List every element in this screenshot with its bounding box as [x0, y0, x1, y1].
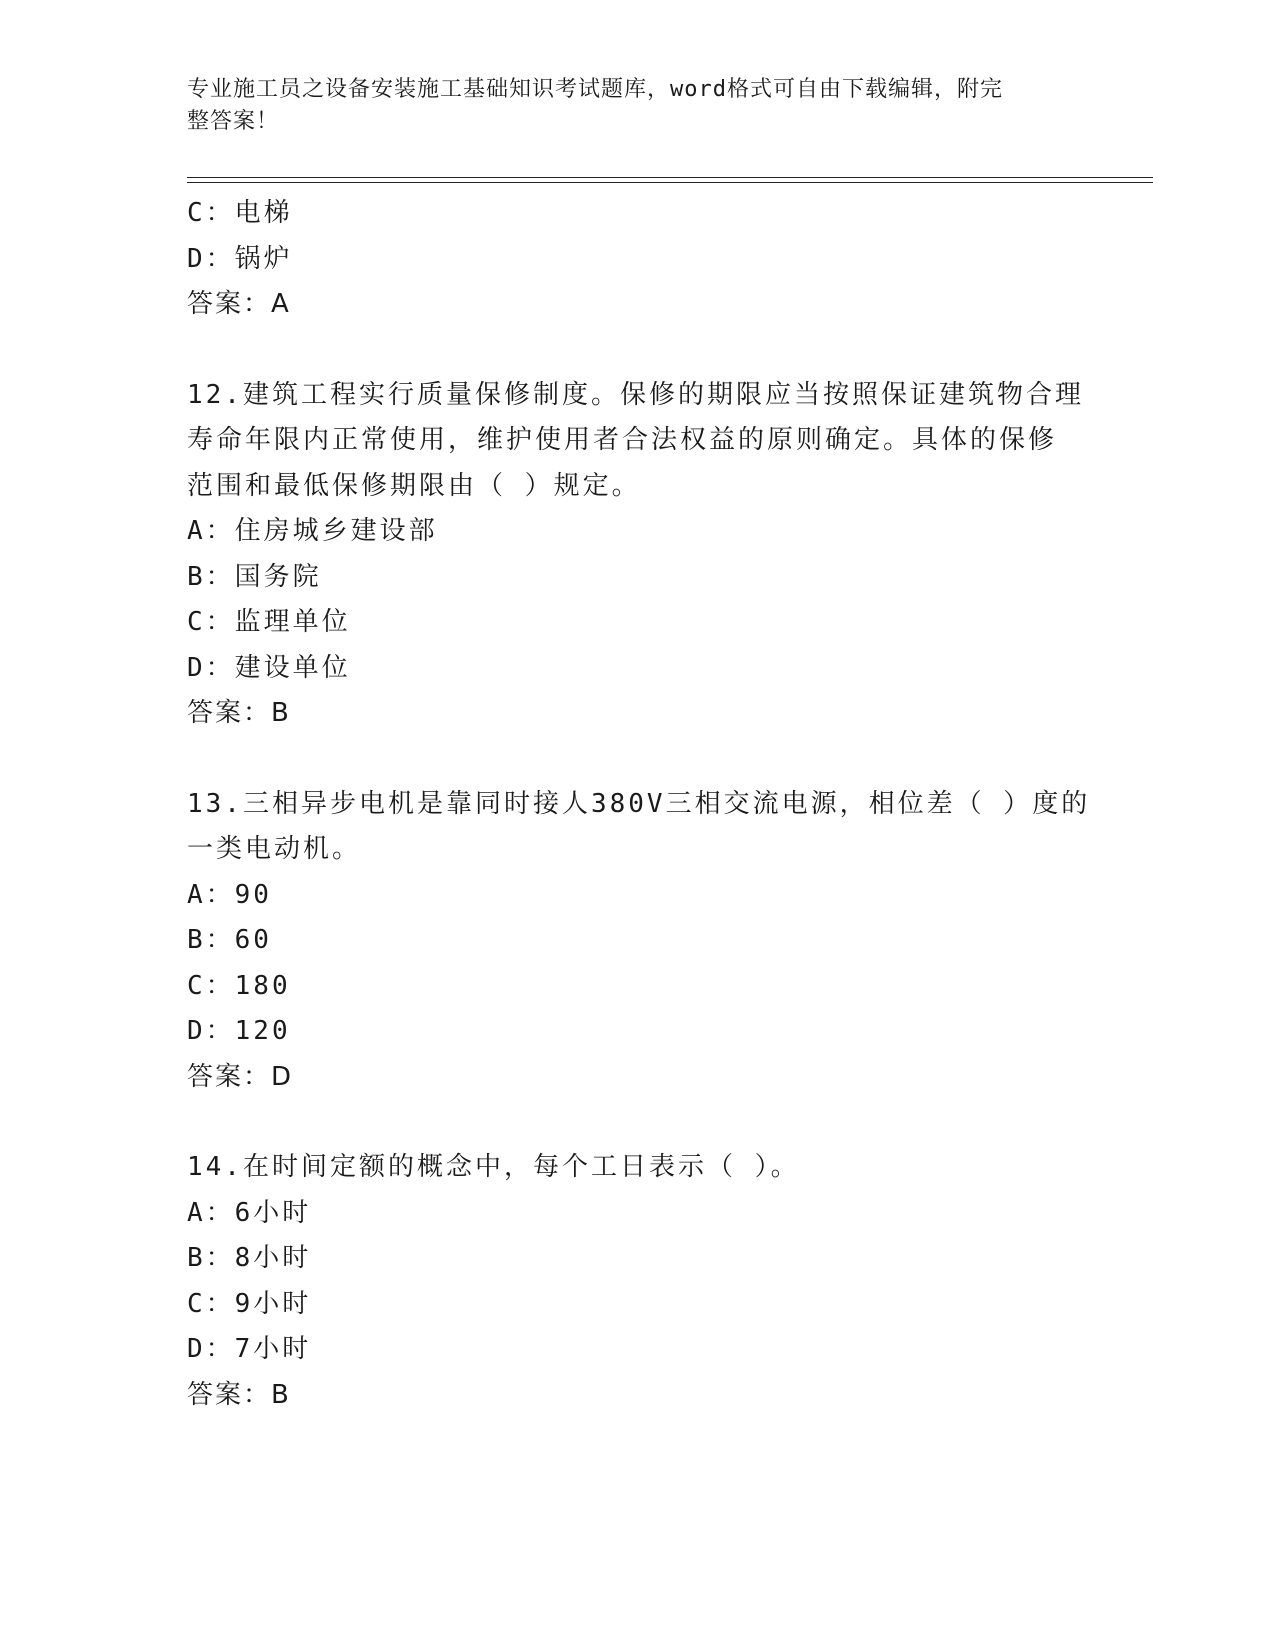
question-text-line: 一类电动机。 — [187, 834, 362, 864]
option-d: D：锅炉 — [187, 243, 293, 274]
option-a: A：6小时 — [187, 1197, 312, 1228]
option-c: C：180 — [187, 970, 291, 1001]
spacer — [187, 328, 1087, 373]
header-divider-bottom — [187, 182, 1153, 183]
question-text-line: 寿命年限内正常使用，维护使用者合法权益的原则确定。具体的保修 — [187, 425, 1058, 455]
option-a: A：90 — [187, 879, 272, 910]
option-b: B：8小时 — [187, 1243, 312, 1273]
header-line-1: 专业施工员之设备安装施工基础知识考试题库，word格式可自由下载编辑，附完 — [187, 77, 1003, 102]
option-d: D：120 — [187, 1016, 291, 1046]
option-d: D：7小时 — [187, 1334, 312, 1364]
question-12 — [187, 373, 1087, 737]
header-divider-top — [187, 177, 1153, 178]
answer-line: 答案：A — [187, 289, 291, 319]
spacer — [187, 1100, 1087, 1145]
document-header — [187, 74, 1067, 138]
option-c: C：9小时 — [187, 1288, 312, 1319]
question-text-line: 13.三相异步电机是靠同时接人380V三相交流电源，相位差（ ）度的 — [187, 788, 1091, 819]
question-text-line: 12.建筑工程实行质量保修制度。保修的期限应当按照保证建筑物合理 — [187, 379, 1084, 410]
spacer — [187, 737, 1087, 782]
answer-line: 答案：B — [187, 698, 291, 728]
question-11-tail — [187, 191, 1087, 328]
option-c: C：监理单位 — [187, 607, 351, 637]
option-a: A：住房城乡建设部 — [187, 516, 438, 546]
answer-line: 答案：D — [187, 1061, 294, 1092]
question-14 — [187, 1145, 1087, 1418]
option-d: D：建设单位 — [187, 652, 351, 683]
option-b: B：60 — [187, 925, 272, 955]
option-c: C：电梯 — [187, 198, 293, 228]
question-13 — [187, 782, 1091, 1101]
answer-line: 答案：B — [187, 1379, 291, 1410]
question-list — [187, 191, 1091, 1418]
question-text-line: 范围和最低保修期限由（ ）规定。 — [187, 470, 641, 501]
option-b: B：国务院 — [187, 561, 322, 592]
question-text-line: 14.在时间定额的概念中，每个工日表示（ ）。 — [187, 1152, 800, 1182]
header-line-2: 整答案！ — [187, 109, 280, 134]
